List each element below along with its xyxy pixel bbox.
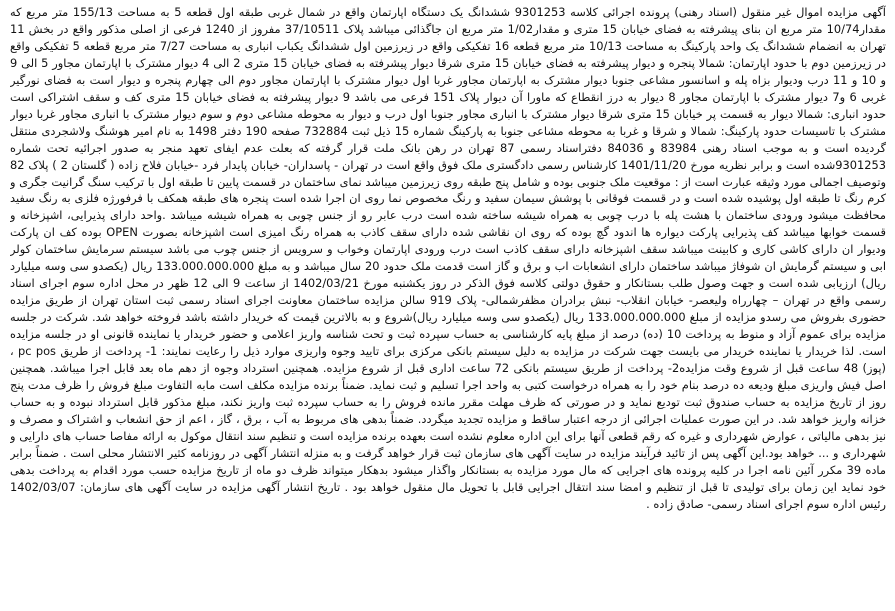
auction-notice-document — [10, 4, 886, 608]
auction-notice-text: آگهی مزایده اموال غیر منقول (اسناد رهنی) پرونده اجرائی کلاسه 9301253 ششدانگ یک دستگاه اپارتمان واقع در شمال غربی طبقه اول قطعه 5 به مساحت 155/13 متر مربع که مقدار10/74 متر مربع ان بنای پیشرفته به فضای خیابان 15 متری و مقدار1/02 متر مربع ان جاگذائی میباشد پلاک 37/10511 مفروز از 1240 فرعی از اصلی مذکور واقع در بخش 11 تهران به انضمام ششدانگ یک واحد پارکینگ به مساحت 10/13 متر مربع قطعه 16 تفکیکی واقع در زیرزمین اول ششدانگ یکباب انباری به مساحت 7/27 متر مربع قطعه 5 تفکیکی واقع در زیرزمین دوم با حدود اپارتمان: شمالا پنجره و دیوار پیشرفته به فضای خیابان 15 متری شرقا دیوار پیشرفته به فضای خیابان 15 متری 2 الی 4 دیوار مشترک با اپارتمان مجاور 5 الی 9 و 10 و 11 درب ودیوار بزاه پله و اسانسور مشاعی جنوبا دیوار مشترک به اپارتمان مجاور غربا اول دیوار مشترک با اپارتمان مجاور دوم الی چهارم پنجره و دیوار است به فضای نورگیر غربی 6 و7 دیوار مشترک با اپارتمان مجاور 8 دیوار به درز انقطاع که ماورا آن دیوار پلاک 151 فرعی می باشد 9 دیوار پیشرفته به فضای خیابان 15 متری کف و سقف اشتراکی است حدود انباری: شمالا دیوار به قسمت پر خیابان 15 متری شرقا دیوار مشترک با انباری مجاور جنوبا اول درب و دیوار به محوطه مشاعی دوم و سوم دیوار مشترک با انباری مجاور غربا دیوار مشترک با تاسیسات حدود پارکینگ: شمالا و شرقا و غربا به محوطه مشاعی جنوبا به پارکینگ شماره 15 ذیل ثبت 732884 صفحه 190 دفتر 1498 به نام امیر هوشنگ ولاشجردی منتقل گردیده است و به موجب اسناد رهنی 83984 و 84036 دفتراسناد رسمی 87 تهران در رهن بانک ملت قرار گرفته که بعلت عدم ایفای تعهد منجر به صدور اجرائیه تحت شماره 9301253شده است و برابر نظریه مورخ 1401/11/20 کارشناس رسمی دادگستری ملک فوق واقع است در تهران - پاسداران- خیابان پایدار فرد -خیابان فلاح زاده ( گلستان 2 ) پلاک 82 وتوصیف اجمالی مورد وثیقه عبارت است از : موقعیت ملک جنوبی بوده و شامل پنج طبقه روی زیرزمین میباشد نمای ساختمان در قسمت پایین تا طبقه اول با ترکیب سنگ گرانیت جگری و کرم رنگ تا طبقه اول پوشیده شده است و در قسمت فوقانی با پوشش سیمان سفید و رنگ مخصوص نما روی ان اجرا شده است پنجره های طبقه همکف با فرفورژه فلزی به رنگ سفید محافظت میشود ورودی ساختمان با هشت پله با درب چوبی به همراه شیشه ساخته شده است درب عابر رو از جنس چوبی به همراه شیشه میباشد .واحد دارای پذیرایی، اشپزخانه و قسمت خوابها میباشد کف پذیرایی پارکت دیواره ها اندود گچ بوده که روی ان نقاشی شده دارای سقف کاذب به همراه رنگ امیزی است اشپزخانه بصورت OPEN بوده کف ان پارکت ودیوار ان دارای کاشی کاری و کابینت میباشد سقف اشپزخانه دارای سقف کاذب است درب ورودی اپارتمان وخواب و سرویس از جنس چوب می باشد سیستم سرمایش ساختمان کولر ابی و سیستم گرمایش ان شوفاژ میباشد ساختمان دارای انشعابات اب و برق و گاز است قدمت ملک حدود 20 سال میباشد و به مبلغ 133.000.000.000 ریال (یکصدو سی وسه میلیارد ریال) ارزیابی شده است و جهت وصول طلب بستانکار و حقوق دولتی کلاسه فوق الذکر در روز یکشنبه مورخ 1402/03/21 از ساعت 9 الی 12 ظهر در محل اداره سوم اجرای اسناد رسمی واقع در تهران – چهارراه ولیعصر- خیابان انقلاب- نبش برادران مظفرشمالی- پلاک 919 سالن مزایده ساختمان معاونت اجرای اسناد رسمی ثبت استان تهران از طریق مزایده حضوری بفروش می رسدو مزایده از مبلغ 133.000.000.000 ریال (یکصدو سی وسه میلیارد ریال)شروع و به بالاترین قیمت که خریدار داشته باشد فروخته خواهد شد. شرکت در جلسه مزایده برای عموم آزاد و منوط به پرداخت 10 (ده) درصد از مبلغ پایه کارشناسی به حساب سپرده ثبت و تحت شناسه واریز اعلامی و حضور خریدار یا نماینده قانونی او در جلسه مزایده است. لذا خریدار یا نماینده خریدار می بایست جهت شرکت در مزایده به دلیل سیستم بانکی مرکزی برای تایید وجوه واریزی موارد ذیل را رعایت نمایند: 1- پرداخت از طریق pc pos ، (پوز) 48 ساعت قبل از شروع وقت مزایده2- پرداخت از طریق سیستم بانکی 72 ساعت اداری قبل از شروع مزایده. همچنین استرداد وجوه از دهم ماه بعد قابل اجرا میباشد. همچنین اصل فیش واریزی مبلغ ودیعه ده درصد بنام خود را به همراه درخواست کتبی به واحد اجرا تسلیم و ثبت نماید. ضمناً برنده مزایده مکلف است مابه التفاوت مبلغ فروش را ظرف مدت پنج روز از تاریخ مزایده به حساب صندوق ثبت تودیع نماید و در صورتی که ظرف مهلت مقرر مانده فروش را به حساب سپرده ثبت واریز نکند، مبلغ مذکور قابل استرداد نبوده و به حساب خزانه واریز خواهد شد. در این صورت عملیات اجرائی از درجه اعتبار ساقط و مزایده تجدید میگردد. ضمناً بدهی های مربوط به آب ، برق ، گاز ، اعم از حق انشعاب و اشتراک و مصرف و نیز بدهی مالیاتی ، عوارض شهرداری و غیره که رقم قطعی آنها برای این اداره معلوم نشده است بعهده برنده مزایده است و تنظیم سند انتقال موکول به ارائه مفاصا حساب های دارایی و شهرداری و ... خواهد بود.این آگهی پس از تائید فرآیند مزایده در سایت آگهی های سازمان ثبت قرار خواهد گرفت و به منزله انتشار آگهی در روزنامه کثیر الانتشار محلی است . ضمناً برابر ماده 39 مکرر آئین نامه اجرا در کلیه پرونده های اجرایی که مال مورد مزایده به بستانکار واگذار میشود بدهکار میتواند ظرف دو ماه از تاریخ مزایده حسب مورد اقدام به پرداخت بدهی خود نماید این زمان برای تولیدی تا قبل از تنظیم و امضا سند انتقال اجرایی قابل با تحویل مال منقول خواهد بود . تاریخ انتشار آگهی مزایده در سایت آگهی های سازمان: 1402/03/07 رئیس اداره سوم اجرای اسناد رسمی- صادق زاده . — [10, 5, 886, 511]
